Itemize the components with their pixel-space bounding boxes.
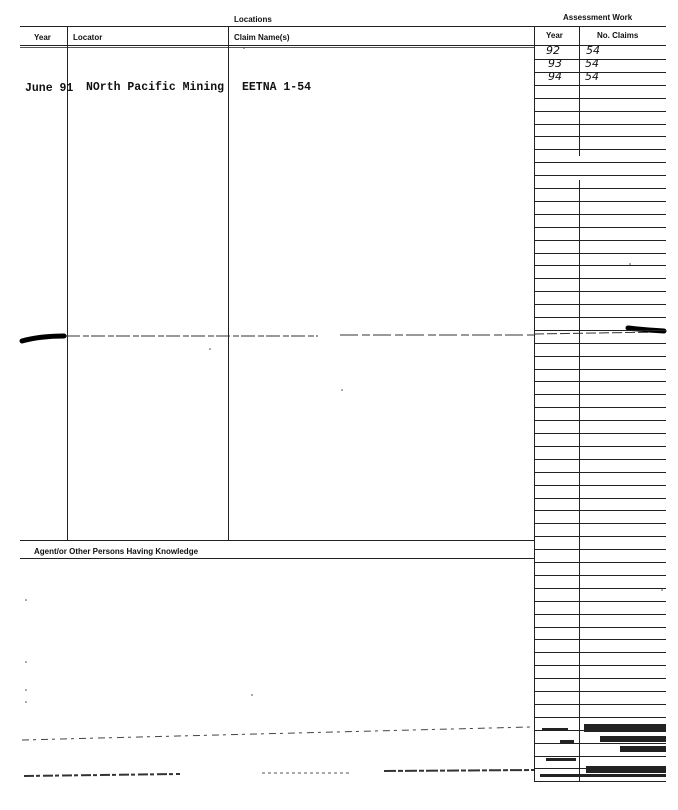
aw-rule-line [534,356,666,357]
aw-rule-line [534,124,666,125]
aw-year: 94 [548,70,562,83]
aw-rule-line [534,756,666,757]
aw-rule-line [534,704,666,705]
aw-rule-line [534,575,666,576]
aw-rule-line [534,369,666,370]
aw-rule-line [534,265,666,266]
aw-rule-line [534,278,666,279]
aw-rule-line [534,381,666,382]
aw-rule-line [534,601,666,602]
aw-year: 93 [548,57,562,70]
aw-rule-line [534,446,666,447]
aw-year: 92 [546,44,560,57]
aw-claims: 54 [585,57,599,70]
aw-rule-line [534,691,666,692]
location-locator: NOrth Pacific Mining [86,81,225,94]
assessment-work-title: Assessment Work [563,13,633,22]
aw-rule-line [534,85,666,86]
aw-rule-line [534,343,666,344]
aw-rule-line [534,485,666,486]
aw-rule-line [534,627,666,628]
aw-rule-line [534,614,666,615]
aw-rule-line [534,523,666,524]
aw-rule-line [534,510,666,511]
aw-rule-line [534,394,666,395]
aw-rule-line [534,781,666,782]
aw-rule-line [534,420,666,421]
location-year: June 91 [25,82,74,95]
locations-title: Locations [234,15,272,24]
aw-rule-line [534,536,666,537]
aw-claims: 54 [585,70,599,83]
aw-rule-line [534,162,666,163]
aw-rule-line [534,149,666,150]
aw-rule-line [534,472,666,473]
aw-rule-line [534,717,666,718]
location-claim-names: EETNA 1-54 [242,81,312,94]
aw-rule-line [534,111,666,112]
aw-claims: 54 [586,44,600,57]
aw-rule-line [534,407,666,408]
aw-rule-line [534,652,666,653]
aw-rule-line [534,639,666,640]
aw-rule-line [534,562,666,563]
aw-rule-line [534,291,666,292]
aw-rule-line [534,304,666,305]
aw-rule-line [534,768,666,769]
aw-rule-line [534,98,666,99]
aw-rule-line [534,433,666,434]
aw-rule-line [534,498,666,499]
aw-rule-line [534,136,666,137]
column-header-claim-names: Claim Name(s) [234,33,290,42]
aw-rule-line [534,317,666,318]
aw-rule-line [534,665,666,666]
aw-rule-line [534,201,666,202]
aw-rule-line [534,227,666,228]
column-header-aw-year: Year [546,31,563,40]
column-header-locator: Locator [73,33,103,42]
aw-rule-line [534,253,666,254]
aw-rule-line [534,459,666,460]
aw-rule-line [534,240,666,241]
aw-rule-line [534,214,666,215]
aw-rule-line [534,730,666,731]
column-header-year: Year [34,33,51,42]
aw-rule-line [534,175,666,176]
aw-rule-line [534,588,666,589]
aw-rule-line [534,330,666,331]
agent-section-label: Agent/or Other Persons Having Knowledge [34,547,199,556]
aw-rule-line [534,743,666,744]
aw-rule-line [534,188,666,189]
aw-rule-line [534,678,666,679]
aw-rule-line [534,549,666,550]
column-header-aw-claims: No. Claims [597,31,639,40]
